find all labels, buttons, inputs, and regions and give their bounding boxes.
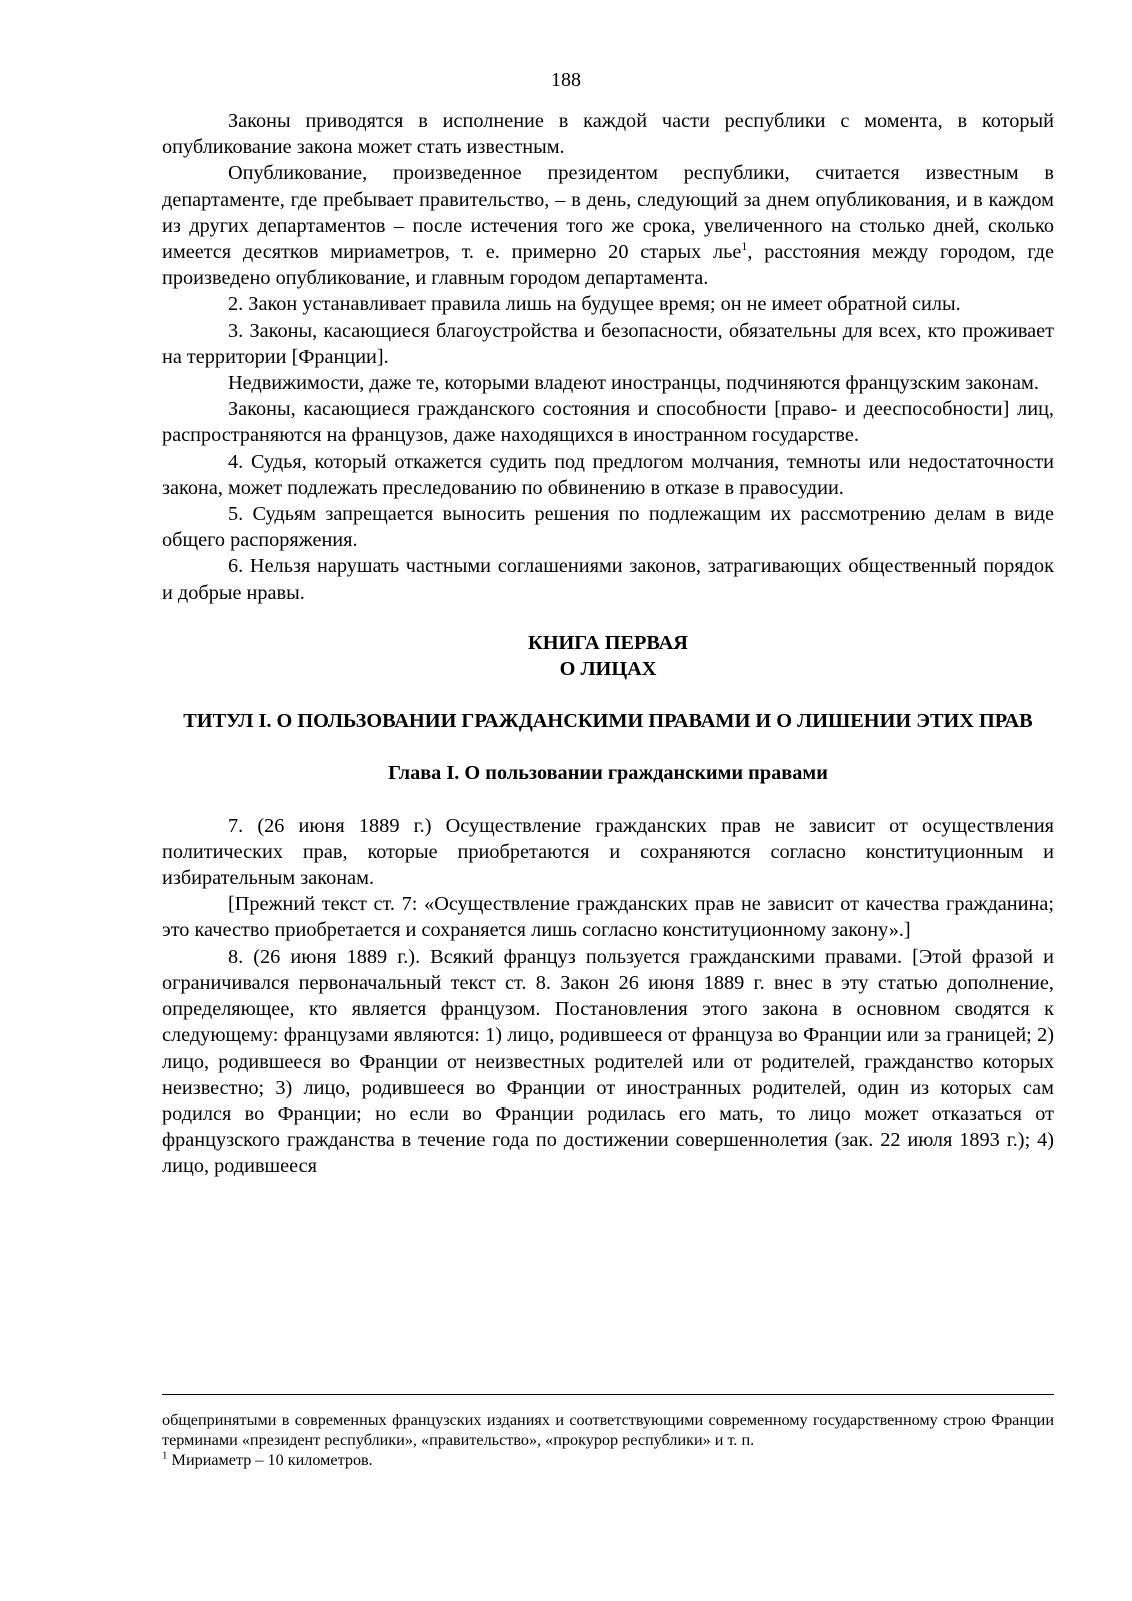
paragraph: Недвижимости, даже те, которыми владеют иностранцы, подчиняются французским законам. (228, 372, 1039, 395)
paragraph: Законы, касающиеся гражданского состояния и способности [право- и дееспособности] лиц, распространяются на французов, даже находящихся в иностранном государстве. (162, 398, 1054, 447)
footnote-divider (162, 1394, 1054, 1395)
book-subheading: О ЛИЦАХ (559, 658, 657, 681)
paragraph: 2. Закон устанавливает правила лишь на будущее время; он не имеет обратной силы. (228, 293, 961, 316)
paragraph-text: Опубликование, произведенное президентом республики, считается известным в департаменте, где пребывает правительство, – в день, следующий за днем опубликования, и в каждом из других департаментов – после истечения того же срока, увеличенного на столько дней, сколько имеется десятков мириаметров, т. е. примерно 20 старых лье (162, 162, 1054, 264)
paragraph: 6. Нельзя нарушать частными соглашениями законов, затрагивающих общественный порядок и добрые нравы. (162, 555, 1054, 604)
title-heading: ТИТУЛ I. О ПОЛЬЗОВАНИИ ГРАЖДАНСКИМИ ПРАВАМИ И О ЛИШЕНИИ ЭТИХ ПРАВ (183, 710, 1033, 733)
paragraph: 3. Законы, касающиеся благоустройства и безопасности, обязательны для всех, кто проживает на территории [Франции]. (162, 319, 1054, 368)
paragraph: 7. (26 июня 1889 г.) Осуществление гражданских прав не зависит от осуществления политических прав, которые приобретаются и сохраняются согласно конституционным и избирательным законам. (162, 814, 1054, 890)
book-heading: КНИГА ПЕРВАЯ (528, 631, 688, 654)
footnote-continuation: общепринятыми в современных французских изданиях и соответствующими современному государственному строю Франции терминами «президент республики», «правительство», «прокурор республики» и т. п. (162, 1411, 1054, 1449)
page-number: 188 (551, 69, 581, 91)
footnotes (162, 1410, 1054, 1470)
paragraph: 5. Судьям запрещается выносить решения по подлежащим их рассмотрению делам в виде общего распоряжения. (162, 503, 1054, 552)
paragraph: 8. (26 июня 1889 г.). Всякий француз пользуется гражданскими правами. [Этой фразой и ограничивался первоначальный текст ст. 8. Закон 26 июня 1889 г. внес в эту статью дополнение, определяющее, кто является французом. Постановления этого закона в основном сводятся к следующему: французами являются: 1) лицо, родившееся от француза во Франции или за границей; 2) лицо, родившееся во Франции от неизвестных родителей или от родителей, гражданство которых неизвестно; 3) лицо, родившееся во Франции от иностранных родителей, один из которых сам родился во Франции; но если во Франции родилась его мать, то лицо может отказаться от французского гражданства в течение года по достижении совершеннолетия (зак. 22 июля 1893 г.); 4) лицо, родившееся (162, 945, 1054, 1178)
paragraph: Законы приводятся в исполнение в каждой части республики с момента, в который опубликование закона может стать известным. (162, 110, 1054, 159)
footnote-text: Мириаметр – 10 километров. (171, 1451, 373, 1469)
chapter-heading: Глава I. О пользовании гражданскими правами (388, 762, 828, 785)
body-text (162, 108, 1054, 1180)
footnote-marker: 1 (162, 1449, 168, 1462)
paragraph: 4. Судья, который откажется судить под предлогом молчания, темноты или недостаточности закона, может подлежать преследованию по обвинению в отказе в правосудии. (162, 450, 1054, 499)
footnote (162, 1450, 1054, 1470)
paragraph: [Прежний текст ст. 7: «Осуществление гражданских прав не зависит от качества гражданина; это качество приобретается и сохраняется лишь согласно конституционному закону».] (162, 893, 1054, 942)
paragraph: Опубликование, произведенное президентом республики, считается известным в департаменте, где пребывает правительство, – в день, следующий за днем опубликования, и в каждом из других департаментов – после истечения того же срока, увеличенного на столько дней, сколько имеется десятков мириаметров, т. е. примерно 20 старых лье$^1$, расстояния между городом, где произведено опубликование, и главным городом департамента. (162, 162, 1054, 290)
footnote-reference[interactable]: 1 (741, 239, 748, 254)
paragraph-text: расстояния между городом, где произведено опубликование, и главным городом департамента. (162, 241, 1054, 290)
